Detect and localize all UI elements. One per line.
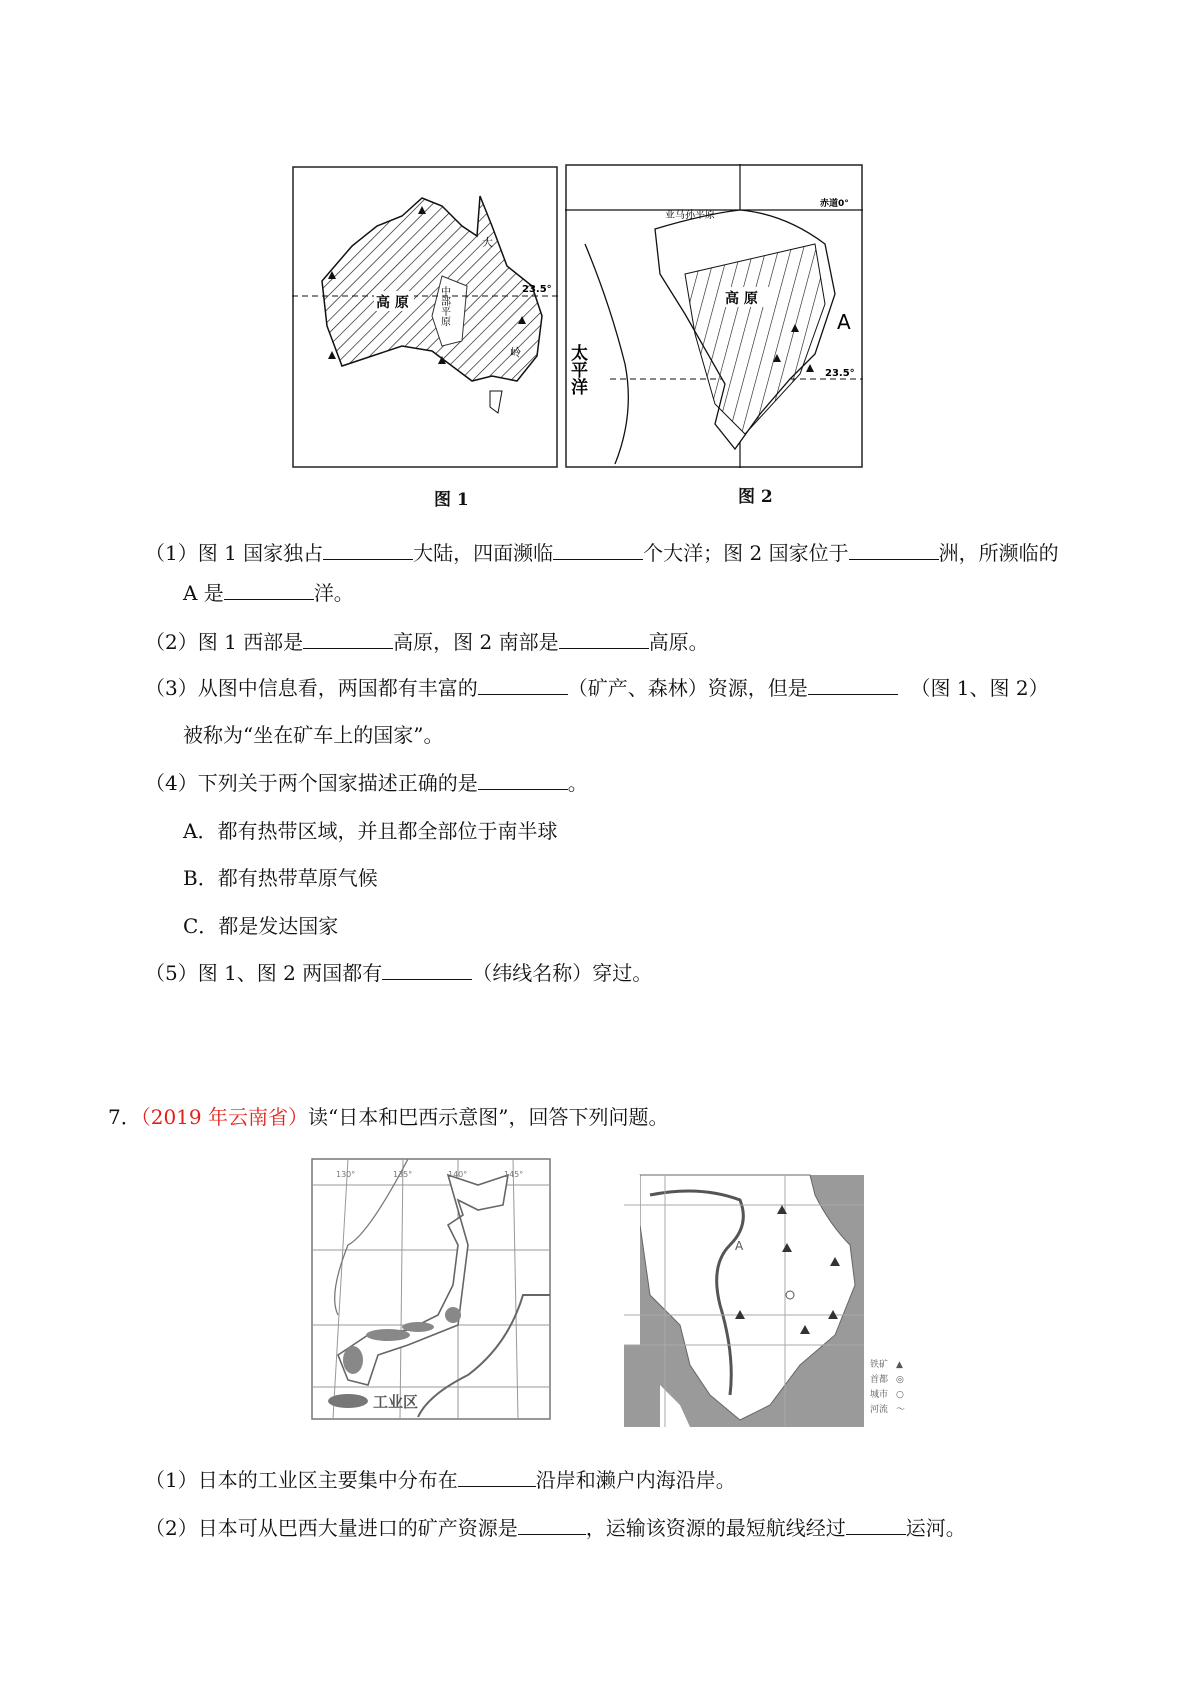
text: （矿产、森林）资源，但是 — [567, 676, 808, 700]
answer-blank[interactable] — [478, 769, 568, 790]
legend-label: 河流 — [870, 1405, 889, 1415]
answer-blank[interactable] — [849, 539, 939, 560]
text: 洋。 — [313, 581, 354, 605]
answer-blank[interactable] — [559, 628, 649, 649]
plateau-label: 高 原 — [725, 291, 758, 307]
text: （图 1、图 2） — [910, 676, 1049, 700]
figure-2-brazil-map — [565, 164, 863, 468]
figure-2-caption: 图 2 — [738, 487, 773, 507]
text: A 是 — [183, 581, 224, 605]
q6-part-1 — [145, 539, 1059, 567]
text: （2）图 1 西部是 — [145, 630, 304, 654]
latitude-label: 23.5° — [522, 284, 552, 295]
text: 个大洋；图 2 国家位于 — [643, 541, 849, 565]
lon-label: 140° — [448, 1170, 468, 1179]
lon-label: 130° — [336, 1170, 356, 1179]
option-b: B．都有热带草原气候 — [183, 866, 378, 890]
answer-blank[interactable] — [478, 674, 568, 695]
q6-part-3-cont: 被称为“坐在矿车上的国家”。 — [183, 723, 444, 747]
legend-symbol: 〜 — [896, 1405, 906, 1415]
figure-1-caption: 图 1 — [434, 490, 469, 510]
lon-label: 135° — [393, 1170, 413, 1179]
latitude-label: 23.5° — [825, 368, 855, 379]
q6-part-3 — [145, 674, 1049, 702]
text: ，运输该资源的最短航线经过 — [585, 1516, 846, 1540]
option-a: A．都有热带区域，并且都全部位于南半球 — [183, 819, 558, 843]
legend-symbol: ▲ — [896, 1360, 903, 1370]
brazil-map — [620, 1165, 910, 1435]
q6-part-5 — [145, 959, 652, 987]
plateau-label: 高 原 — [376, 295, 409, 311]
region-label: 岭 — [510, 346, 521, 359]
legend-symbol: ○ — [896, 1390, 904, 1400]
option-c: C．都是发达国家 — [183, 914, 339, 938]
figure-1-australia-map — [292, 166, 558, 468]
answer-blank[interactable] — [518, 1514, 586, 1535]
plain-label: 中部平原 — [438, 286, 450, 326]
text: 大陆，四面濒临 — [413, 541, 554, 565]
text: （纬线名称）穿过。 — [472, 961, 653, 985]
q7-stem — [108, 1103, 668, 1131]
lon-label: 145° — [504, 1170, 524, 1179]
answer-blank[interactable] — [553, 539, 643, 560]
question-number: 7． — [108, 1105, 141, 1129]
q6-part-1-cont — [183, 579, 354, 607]
q6-part-2 — [145, 628, 709, 656]
text: 高原。 — [648, 630, 709, 654]
answer-blank[interactable] — [808, 674, 898, 695]
equator-label: 赤道0° — [820, 199, 849, 209]
text: 。 — [567, 771, 588, 795]
q7-part-1 — [145, 1466, 736, 1494]
text: 高原，图 2 南部是 — [393, 630, 559, 654]
text: （1）图 1 国家独占 — [145, 541, 324, 565]
text: 沿岸和濑户内海沿岸。 — [535, 1468, 736, 1492]
text: （3）从图中信息看，两国都有丰富的 — [145, 676, 478, 700]
industrial-zone-legend: 工业区 — [373, 1393, 419, 1411]
text: 运河。 — [905, 1516, 966, 1540]
answer-blank[interactable] — [323, 539, 413, 560]
mountain-label: 大 — [482, 236, 493, 249]
text: （4）下列关于两个国家描述正确的是 — [145, 771, 478, 795]
legend-label: 城市 — [870, 1390, 889, 1400]
legend-label: 铁矿 — [870, 1360, 889, 1370]
text: （5）图 1、图 2 两国都有 — [145, 961, 383, 985]
text: 读“日本和巴西示意图”，回答下列问题。 — [308, 1105, 669, 1129]
japan-map — [308, 1155, 556, 1427]
pacific-ocean-label: 太平洋 — [567, 344, 587, 395]
question-source: （2019 年云南省） — [140, 1105, 308, 1129]
q7-part-2 — [145, 1514, 966, 1542]
letter-a: A — [735, 1239, 744, 1253]
text: （1）日本的工业区主要集中分布在 — [145, 1468, 458, 1492]
text: 洲，所濒临的 — [938, 541, 1059, 565]
answer-blank[interactable] — [303, 628, 393, 649]
text: （2）日本可从巴西大量进口的矿产资源是 — [145, 1516, 518, 1540]
q6-part-4 — [145, 769, 588, 797]
legend-label: 首都 — [870, 1375, 889, 1385]
answer-blank[interactable] — [846, 1514, 906, 1535]
ocean-letter-a: A — [837, 310, 851, 334]
amazon-plain-label: 亚马孙平原 — [665, 210, 715, 221]
answer-blank[interactable] — [224, 579, 314, 600]
answer-blank[interactable] — [458, 1466, 536, 1487]
legend-symbol: ◎ — [896, 1375, 904, 1385]
answer-blank[interactable] — [382, 959, 472, 980]
